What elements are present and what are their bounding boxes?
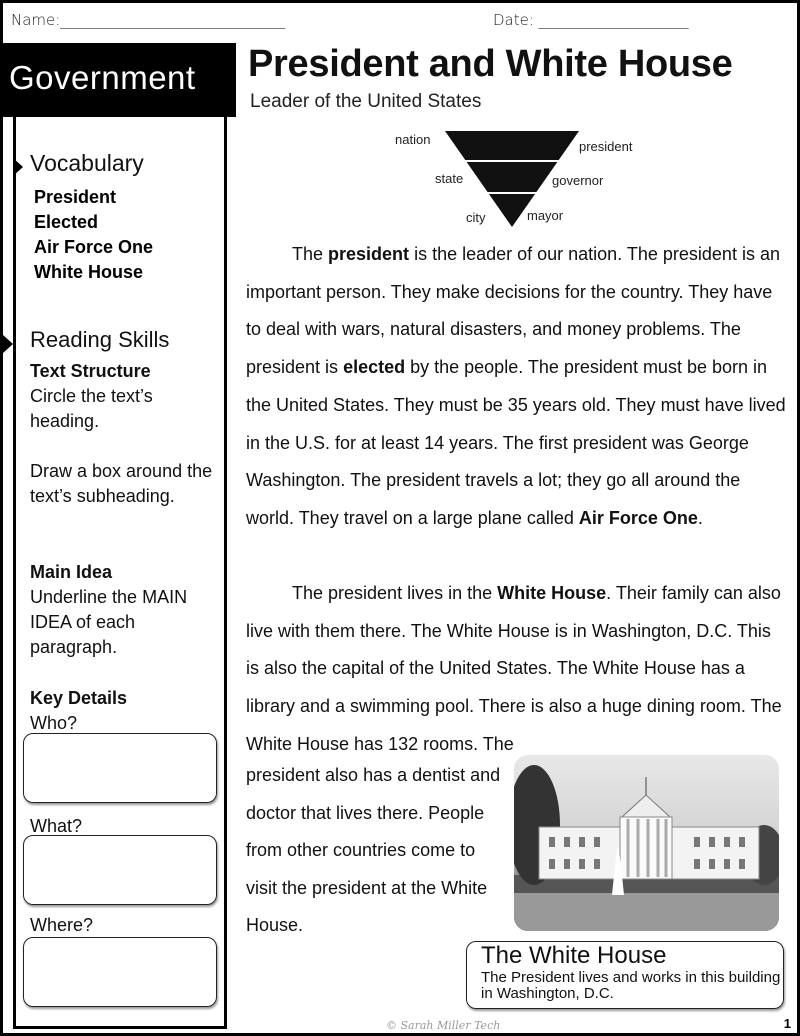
pyramid-label-mayor: mayor [527, 208, 564, 223]
name-field[interactable]: Name:______________________________ [11, 11, 286, 29]
main-idea: Main Idea Underline the MAIN IDEA of each paragraph. [30, 562, 188, 657]
where-label: Where? [30, 915, 94, 935]
white-house-image [514, 755, 779, 931]
what-label: What? [30, 816, 83, 836]
vocab-item: President [34, 187, 117, 207]
who-answer-box[interactable] [23, 733, 217, 803]
pyramid-label-president: president [579, 139, 633, 154]
paragraph-1: The president is the leader of our nation. The president is an important person. They make decisions for the country. They have to deal with wars, natural disasters, and money problems. The president is elected by the people. The president must be born in the United States. They must be 35 years old. They must have lived in the U.S. for at least 14 years. The first president was George Washington. The president travels a lot; they go all around the world. They travel on a large plane called Air Force One. [246, 244, 786, 528]
government-levels-pyramid [393, 127, 653, 232]
pyramid-label-nation: nation [395, 132, 431, 147]
white-house-photo [514, 755, 779, 931]
vocab-item: Air Force One [34, 237, 154, 257]
paragraph-2-continued: president also has a dentist and doctor that lives there. People from other countries come to visit the president at the White House. [246, 765, 501, 935]
pyramid-label-governor: governor [552, 173, 604, 188]
page-subtitle: Leader of the United States [250, 91, 482, 112]
vocab-item: White House [34, 262, 144, 282]
sidebar [13, 117, 227, 1029]
worksheet-page [3, 3, 797, 1033]
vocab-list [34, 185, 153, 285]
text-structure: Text Structure Circle the text’s heading. Draw a box around the text’s subheading. [30, 361, 213, 506]
pyramid-label-state: state [435, 171, 464, 186]
what-answer-box[interactable] [23, 835, 217, 905]
photo-caption [466, 941, 784, 1009]
vocab-heading: Vocabulary [30, 150, 144, 177]
arrow-marker-icon [3, 335, 13, 353]
paragraph-2: The president lives in the White House. Their family can also live with them there. The White House is in Washington, D.C. This is also the capital of the United States. The White House has a library and a swimming pool. There is also a huge dining room. The White House has 132 rooms. The [246, 583, 782, 754]
caption-text: The President lives and works in this building in Washington, D.C. [481, 969, 781, 1002]
subject-banner: Government [3, 43, 236, 117]
pyramid-label-city: city [466, 210, 486, 225]
key-details: Key Details Who? [30, 688, 128, 733]
page-title: President and White House [248, 43, 733, 85]
copyright: © Sarah Miller Tech [386, 1019, 501, 1032]
caption-title: The White House [481, 942, 667, 969]
page-number: 1 [783, 1016, 791, 1031]
skills-heading: Reading Skills [30, 327, 169, 353]
arrow-marker-icon [13, 158, 23, 176]
vocab-item: Elected [34, 212, 99, 232]
where-answer-box[interactable] [23, 937, 217, 1007]
date-field[interactable]: Date: ____________________ [493, 11, 689, 29]
